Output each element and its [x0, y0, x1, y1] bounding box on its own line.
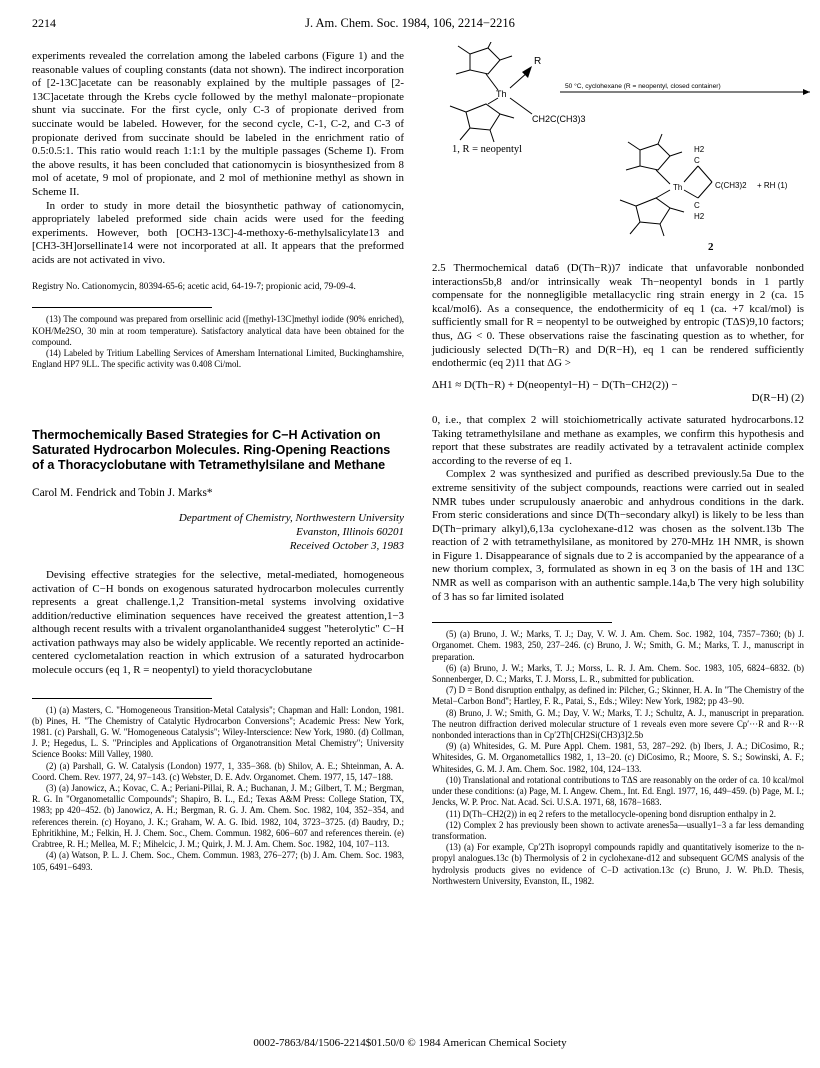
- label-cme2: C(CH3)2: [715, 181, 747, 190]
- footnote: (3) (a) Janowicz, A.; Kovac, C. A.; Periani-Pillai, R. A.; Buchanan, J. M.; Gilbert, T. M.; Bergman, R. G. In "Organometallic Compounds"; Shapiro, B. L., Ed.; Texas A&M Press: College Station, TX, 1983; pp 420−452. (b) Janowicz, A. H.; Bergman, R. G. J. Am. Chem. Soc. 1982, 104, 352−354, and references therein. (c) Hoyano, J. K.; Graham, W. A. G. Ibid. 1982, 104, 3723−3725. (d) Baudry, D.; Ephritikhine, M.; Felkin, H. J. Chem. Soc., Chem. Commun. 1982, 606−607 and references therein. (e) Crabtree, R. H.; Mellea, M. F.; Mihelcic, J. M.; Quirk, J. M. J. Am. Chem. Soc. 1982, 104, 107−113.: [32, 783, 404, 850]
- footnote: (2) (a) Parshall, G. W. Catalysis (London) 1977, 1, 335−368. (b) Shilov, A. E.; Shteinman, A. A. Coord. Chem. Rev. 1977, 24, 97−143. (c) Webster, D. E. Adv. Organomet. Chem. 1977, 15, 147−188.: [32, 760, 404, 782]
- footnote: (5) (a) Bruno, J. W.; Marks, T. J.; Day, V. W. J. Am. Chem. Soc. 1982, 104, 7357−7360; (b) J. Organomet. Chem. 1983, 250, 237−246. (c) Bruno, J. W.; Smith, G. M.; Marks, T. J., manuscript in preparation.: [432, 629, 804, 662]
- label-plus-rh: + RH (1): [757, 181, 788, 190]
- label-r: R: [534, 56, 542, 67]
- paragraph-complex-2: Complex 2 was synthesized and purified as described previously.5a Due to the extreme sensitivity of the subject compounds, reactions were carried out in sealed NMR tubes under scrupulously anaerobic and anhydrous conditions in the dark. From steric considerations and since D(Th−secondary alkyl) is likely to be less than D(Th−primary alkyl),6,13a cyclohexane-d12 was chosen as the solvent.13b The reaction of 2 with tetramethylsilane, as monitored by 270-MHz 1H NMR, is shown in Figure 1. Disappearance of signals due to 2 is accompanied by the appearance of a new thorium complex, 3, formulated as shown in eq 3 on the basis of 1H and 13C NMR as well as comparison with an authentic sample.14a,b The very high solubility of 3 has so far limited isolated: [432, 468, 804, 603]
- label-c: C: [694, 201, 700, 210]
- reaction-scheme: [430, 42, 815, 257]
- equation-2: [432, 379, 804, 406]
- footnote-divider: [32, 307, 212, 308]
- label-th: Th: [496, 89, 507, 99]
- carryover-paragraph: In order to study in more detail the biosynthetic pathway of cationomycin, appropriately labeled preformed side chain acids were used for the feeding experiments. However, both [OCH3-13C]-4-methoxy-6-methylsalicylate13 and [CH3-3H]orsellinate14 were not incorporated at all. It appears that the preformed acids are not activated in vivo.: [32, 199, 404, 266]
- running-header: J. Am. Chem. Soc. 1984, 106, 2214−2216: [305, 16, 515, 30]
- right-column: [432, 262, 804, 887]
- affiliation-address: Evanston, Illinois 60201: [296, 525, 404, 538]
- footnote: (13) (a) For example, Cp′2Th isopropyl compounds rapidly and quantitatively isomerize to the n-propyl analogues.13c (b) Thermolysis of 2 in cyclohexane-d12 and subsequent GC/MS analysis of the hydrolysis products gives no evidence of C−D activation.13c (c) Bruno, J. W. Ph.D. Thesis, Northwestern University, Evanston, IL, 1982.: [432, 842, 804, 886]
- footnote: (8) Bruno, J. W.; Smith, G. M.; Day, V. W.; Marks, T. J.; Schultz, A. J., manuscript in preparation. The neutron diffraction derived molecular structure of 1 reveals even more severe Cp′···R and R···R nonbonded interactions than in Cp′2Th[CH2Si(CH3)3]2.5b: [432, 707, 804, 741]
- article-heading: [32, 428, 404, 553]
- label-neopentyl-group: CH2C(CH3)3: [532, 114, 586, 124]
- footnote: (1) (a) Masters, C. "Homogeneous Transition-Metal Catalysis"; Chapman and Hall: London, 1981. (b) Pines, H. "The Chemistry of Catalytic Hydrocarbon Conversions"; Academic Press: New York, 1981. (c) Parshall, G. W. "Homogeneous Catalysis"; Wiley-Interscience: New York, 1980. (d) Collman, J. P.; Hegedus, L. S. "Principles and Applications of Organotransition Metal Chemistry"; University Science Books: Mill Valley, 1980.: [32, 704, 404, 760]
- received-date: Received October 3, 1983: [289, 539, 404, 552]
- equation-line: ΔH1 ≈ D(Th−R) + D(neopentyl−H) − D(Th−CH2(2)) −: [432, 378, 678, 391]
- label-h2: H2: [694, 145, 705, 154]
- page-number: 2214: [32, 16, 56, 30]
- footnote-divider: [432, 622, 612, 623]
- footnote: (7) D = Bond disruption enthalpy, as defined in: Pilcher, G.; Skinner, H. A. In "The Chemistry of the Metal−Carbon Bond"; Hartley, F. R., Patai, S., Eds.; Wiley: New York, 1982; pp 43−90.: [432, 685, 804, 707]
- label-h2: H2: [694, 212, 705, 221]
- caption-compound-2: 2: [708, 241, 714, 253]
- article-body: Devising effective strategies for the selective, metal-mediated, homogeneous activation of C−H bonds on exogenous saturated hydrocarbon molecules currently represents a great challenge.1,2 Transition-metal systems involving oxidative addition/reductive elimination sequences have received the greatest attention,1−3 although recent results with a trivalent organolanthanide4 suggest "heterolytic" C−H activation pathways may also be widely applicable. We recently reported an actinide-centered cyclometalation reaction in which extrusion of a saturated hydrocarbon molecule occurs (eq 1, R = neopentyl) to yield thoracyclobutane: [32, 568, 404, 677]
- footnote: (9) (a) Whitesides, G. M. Pure Appl. Chem. 1981, 53, 287−292. (b) Ibers, J. A.; DiCosimo, R.; Whitesides, G. M. Organometallics 1982, 1, 13−20. (c) DiCosimo, R.; Moore, S. S.; Sowinski, A. F.; Whitesides, G. M. J. Am. Chem. Soc. 1982, 104, 124−133.: [432, 741, 804, 774]
- registry-numbers: Registry No. Cationomycin, 80394-65-6; acetic acid, 64-19-7; propionic acid, 79-09-4.: [32, 281, 356, 292]
- complex-1-structure: [450, 42, 532, 142]
- left-column: [32, 50, 404, 873]
- footnote: (12) Complex 2 has previously been shown to activate arenes5a—usually1−3 a far less demanding transformation.: [432, 819, 804, 841]
- footnote-divider: [32, 698, 212, 699]
- footnote: (10) Translational and rotational contributions to TΔS are reasonably on the order of ca. 10 kcal/mol under these conditions: (a) Page, M. I. Angew. Chem., Int. Ed. Engl. 1977, 16, 449−459. (b) Page, M. I.; Jencks, W. P. Proc. Nat. Acad. Sci. U.S.A. 1971, 68, 1678−1683.: [432, 774, 804, 808]
- footnote: (6) (a) Bruno, J. W.; Marks, T. J.; Morss, L. R. J. Am. Chem. Soc. 1983, 105, 6824−6832. (b) Sonnenberger, D. C.; Marks, T. J. Morss, L. R., submitted for publication.: [432, 662, 804, 685]
- arrow-head: [803, 89, 810, 95]
- equation-line: D(R−H) (2): [751, 392, 804, 405]
- article-authors: Carol M. Fendrick and Tobin J. Marks*: [32, 487, 213, 500]
- page-footer: 0002-7863/84/1506-2214$01.50/0 © 1984 American Chemical Society: [253, 1037, 567, 1049]
- paragraph-hypothesis: 0, i.e., that complex 2 will stoichiometrically activate saturated hydrocarbons.12 Taking tetramethylsilane and methane as examples, we confirm this hypothesis and report that these substrates are readily activated by a tetravalent actinide complex according to the reverse of eq 1.: [432, 413, 804, 467]
- label-th: Th: [673, 183, 683, 192]
- footnote: (11) D(Th−CH2(2)) in eq 2 refers to the metallocycle-opening bond disruption enthalpy in 2.: [446, 808, 777, 819]
- footnote: (13) The compound was prepared from orsellinic acid ([methyl-13C]methyl iodide (90% enriched), KOH/Me2SO, 30 min at room temperature). Satisfactory analytical data have been obtained for the compound.: [32, 314, 404, 347]
- reaction-conditions: 50 °C, cyclohexane (R = neopentyl, closed container): [565, 83, 721, 90]
- footnote: (4) (a) Watson, P. L. J. Chem. Soc., Chem. Commun. 1983, 276−277; (b) J. Am. Chem. Soc. 1983, 105, 6491−6493.: [32, 850, 404, 872]
- affiliation-department: Department of Chemistry, Northwestern University: [178, 511, 404, 524]
- carryover-paragraph: experiments revealed the correlation among the labeled carbons (Figure 1) and the reasonable values of coupling constants (data not shown). The indirect incorporation of [2-13C]acetate can be reasonably explained by the multiple passages of [2-13C]acetate through the Krebs cycle followed by the methyl malonate−propionate shunt via succinate. For the first cycle, only C-3 of propionate derived from succinate would be labeled. However, for the second cycle, C-1, C-2, and C-3 of propionate derived from succinate should be labeled in the enrichment ratio of 0.5:0.5:1. This ratio would reach 1:1:1 by the multiple passages (Scheme I). From the above results, it has been concluded that cationomycin is biosynthesized from 8 mol of acetate, 9 mol of propionate, and 2 mol of methionine methyl as shown in Scheme II.: [32, 50, 404, 198]
- label-c: C: [694, 156, 700, 165]
- caption-compound-1: 1, R = neopentyl: [452, 144, 523, 155]
- paragraph-thermochemistry: 2.5 Thermochemical data6 (D(Th−R))7 indicate that unfavorable nonbonded interactions5b,8 and/or intrinsically weak Th−neopentyl bonds in 1 partly compensate for the nonnegligible metallacyclic ring strain energy in 2 (ca. 15 kcal/mol6). As a consequence, the endothermicity of eq 1 (ca. +7 kcal/mol) is sufficiently small for R = neopentyl to be outweighed by entropic (TΔS)9,10 factors; thus, ΔG < 0. These observations raise the fascinating question as to whether, for judiciously selected D(Th−R) and D(R−H), eq 1 can be rendered sufficiently endothermic (eq 2)11 that ΔG >: [432, 262, 804, 370]
- footnote: (14) Labeled by Tritium Labelling Services of Amersham International Limited, Buckinghamshire, England HP7 9LL. The specific activity was 0.408 Ci/mol.: [32, 347, 404, 370]
- article-title: Thermochemically Based Strategies for C−H Activation on Saturated Hydrocarbon Molecules. Ring-Opening Reactions of a Thoracyclobutane with Tetramethylsilane and Methane: [32, 428, 391, 473]
